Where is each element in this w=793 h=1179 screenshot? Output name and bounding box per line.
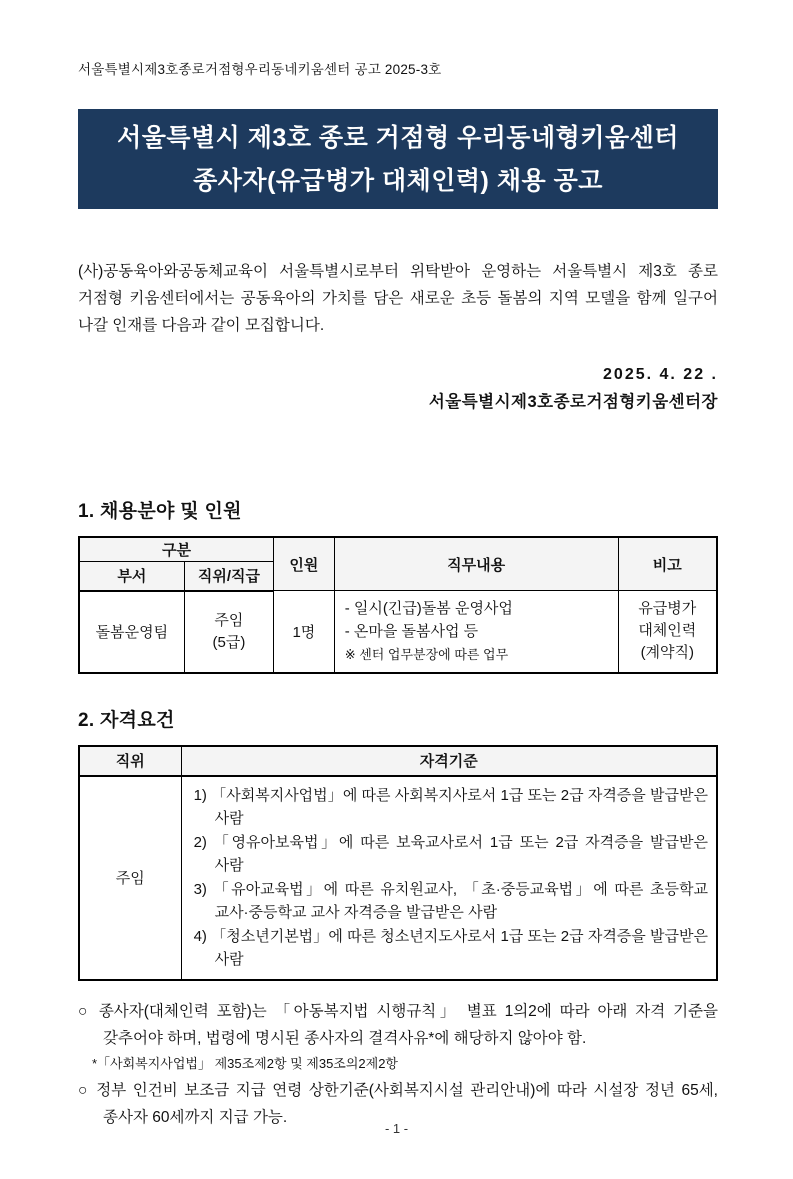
title-line-2: 종사자(유급병가 대체인력) 채용 공고 <box>193 166 603 195</box>
note-bullet-1-footnote: *「사회복지사업법」 제35조제2항 및 제35조의2제2항 <box>92 1055 398 1071</box>
document-page <box>0 58 793 1131</box>
cell-bigo <box>618 591 717 673</box>
section1-heading: 1. 채용분야 및 인원 <box>78 501 242 522</box>
notes-section <box>78 998 718 1131</box>
document-number-line: 서울특별시제3호종로거점형우리동네키움센터 공고 2025-3호 <box>78 62 442 77</box>
table1-header-buseo: 부서 <box>79 562 184 591</box>
table1-header-jigwi: 직위/직급 <box>184 562 273 591</box>
criteria-item-1: 1) 「사회복지사업법」에 따른 사회복지사로서 1급 또는 2급 자격증을 발급받은 사람 <box>193 786 708 827</box>
cell-buseo: 돌봄운영팀 <box>79 591 184 673</box>
jikmu-note: ※ 센터 업무분장에 따른 업무 <box>344 646 509 662</box>
announcement-title-banner <box>78 109 718 209</box>
table-row <box>79 776 717 980</box>
cell-jigwi <box>184 591 273 673</box>
table1-header-bigo: 비고 <box>618 537 717 591</box>
table1-header-inwon: 인원 <box>274 537 335 591</box>
note-bullet-1-text: 종사자(대체인력 포함)는 「아동복지법 시행규칙」 별표 1의2에 따라 아래 자격 기준을 갖추어야 하며, 법령에 명시된 종사자의 결격사유*에 해당하지 않아야 함. <box>98 1002 718 1047</box>
criteria-item-4: 4) 「청소년기본법」에 따른 청소년지도사로서 1급 또는 2급 자격증을 발급받은 사람 <box>193 927 708 968</box>
bullet-marker: ○ <box>78 1081 90 1099</box>
table-row <box>79 591 717 673</box>
jikmu-line-1: - 일시(긴급)돌봄 운영사업 <box>344 599 513 617</box>
recruitment-table <box>78 536 718 674</box>
qualification-table <box>78 745 718 981</box>
table2-header-gijun: 자격기준 <box>181 746 717 776</box>
note-bullet-2-text: 정부 인건비 보조금 지급 연령 상한기준(사회복지시설 관리안내)에 따라 시설장 정년 65세, 종사자 60세까지 지급 가능. <box>96 1081 718 1126</box>
bigo-line-3: (계약직) <box>640 644 695 662</box>
intro-paragraph: (사)공동육아와공동체교육이 서울특별시로부터 위탁받아 운영하는 서울특별시 제3호 종로 거점형 키움센터에서는 공동육아의 가치를 담은 새로운 초등 돌봄의 지역 모델을 함께 일구어 나갈 인재를 다음과 같이 모집합니다. <box>78 263 718 334</box>
criteria-item-2: 2) 「영유아보육법」에 따른 보육교사로서 1급 또는 2급 자격증을 발급받은 사람 <box>193 833 708 874</box>
title-line-1: 서울특별시 제3호 종로 거점형 우리동네형키움센터 <box>117 123 679 152</box>
jigwi-line2: (5급) <box>212 633 246 651</box>
section2-heading: 2. 자격요건 <box>78 709 175 731</box>
table1-header-gubun: 구분 <box>79 537 274 562</box>
page-number: - 1 - <box>384 1121 409 1136</box>
table1-header-jikmu: 직무내용 <box>334 537 618 591</box>
note-bullet-1 <box>78 998 718 1052</box>
cell-jikmu <box>334 591 618 673</box>
table2-header-jigwi: 직위 <box>79 746 181 776</box>
jigwi-line1: 주임 <box>214 611 244 629</box>
cell-criteria <box>181 776 717 980</box>
cell-position: 주임 <box>79 776 181 980</box>
bullet-marker: ○ <box>78 1002 91 1020</box>
announcement-date: 2025. 4. 22 . <box>603 366 718 383</box>
announcement-signer: 서울특별시제3호종로거점형키움센터장 <box>428 393 718 411</box>
cell-inwon: 1명 <box>274 591 335 673</box>
bigo-line-1: 유급병가 <box>638 600 697 618</box>
jikmu-line-2: - 온마을 돌봄사업 등 <box>344 622 479 640</box>
criteria-item-3: 3) 「유아교육법」에 따른 유치원교사, 「초·중등교육법」에 따른 초등학교 교사·중등학교 교사 자격증을 발급받은 사람 <box>193 880 708 921</box>
bigo-line-2: 대체인력 <box>638 622 697 640</box>
